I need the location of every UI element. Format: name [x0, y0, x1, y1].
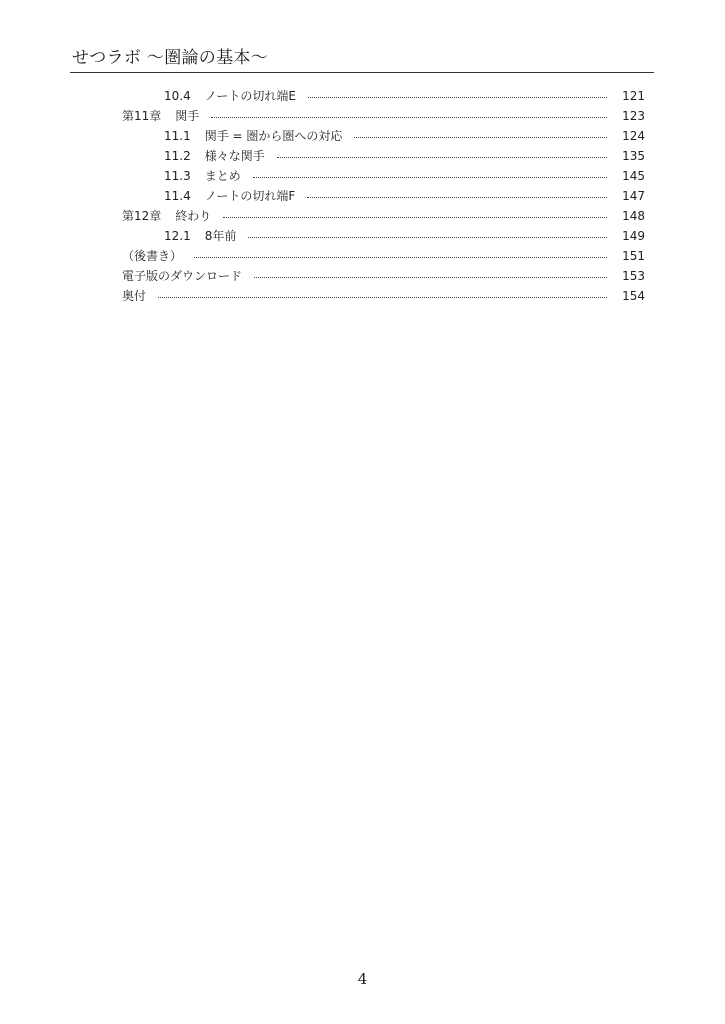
toc-entry-title: 電子版のダウンロード — [122, 269, 243, 283]
dot-leader — [354, 137, 607, 138]
toc-entry-title: ノートの切れ端F — [204, 189, 296, 203]
toc-entry-11-1[interactable] — [122, 126, 645, 146]
toc-entry-number: 第12章 — [122, 209, 162, 223]
toc-entry-11-4[interactable] — [122, 186, 645, 206]
dot-leader — [248, 237, 607, 238]
toc-entry-number: 11.3 — [164, 169, 191, 183]
dot-leader — [253, 177, 607, 178]
dot-leader — [223, 217, 607, 218]
toc-entry-12-1[interactable] — [122, 226, 645, 246]
toc-entry-title: 終わり — [175, 209, 212, 223]
toc-entry-title: 様々な関手 — [204, 149, 265, 163]
toc-entry-number: 11.4 — [164, 189, 191, 203]
dot-leader — [307, 197, 607, 198]
toc-entry-page: 154 — [622, 289, 645, 303]
toc-entry-title: 関手 — [175, 109, 200, 123]
toc-entry-11-3[interactable] — [122, 166, 645, 186]
toc-entry-title: 奥付 — [122, 289, 147, 303]
toc-entry-title: 8年前 — [204, 229, 237, 243]
toc-entry-11-2[interactable] — [122, 146, 645, 166]
toc-entry-page: 147 — [622, 189, 645, 203]
toc-entry-page: 151 — [622, 249, 645, 263]
toc-entry-title: まとめ — [204, 169, 241, 183]
book-title: せつラボ 〜圏論の基本〜 — [72, 48, 269, 68]
toc-entry-number: 12.1 — [164, 229, 191, 243]
toc-entry-number: 11.2 — [164, 149, 191, 163]
page-number: 4 — [357, 970, 368, 988]
dot-leader — [158, 297, 607, 298]
toc-entry-page: 145 — [622, 169, 645, 183]
toc-entry-page: 135 — [622, 149, 645, 163]
toc-entry-number: 第11章 — [122, 109, 162, 123]
table-of-contents — [122, 86, 645, 306]
toc-entry-colophon[interactable] — [122, 286, 645, 306]
running-header — [70, 46, 654, 73]
toc-entry-page: 149 — [622, 229, 645, 243]
toc-entry-ebook-download[interactable] — [122, 266, 645, 286]
toc-entry-number: 10.4 — [164, 89, 191, 103]
toc-entry-title: ノートの切れ端E — [204, 89, 296, 103]
toc-entry-page: 121 — [622, 89, 645, 103]
dot-leader — [254, 277, 607, 278]
toc-entry-title: （後書き） — [122, 249, 183, 263]
toc-entry-page: 153 — [622, 269, 645, 283]
toc-entry-page: 123 — [622, 109, 645, 123]
toc-entry-page: 148 — [622, 209, 645, 223]
toc-entry-number: 11.1 — [164, 129, 191, 143]
dot-leader — [194, 257, 607, 258]
toc-entry-10-4[interactable] — [122, 86, 645, 106]
dot-leader — [308, 97, 607, 98]
toc-entry-chapter-11[interactable] — [122, 106, 645, 126]
dot-leader — [277, 157, 607, 158]
toc-entry-page: 124 — [622, 129, 645, 143]
toc-entry-chapter-12[interactable] — [122, 206, 645, 226]
toc-entry-title: 関手 = 圏から圏への対応 — [204, 129, 343, 143]
toc-entry-afterword[interactable] — [122, 246, 645, 266]
dot-leader — [211, 117, 607, 118]
